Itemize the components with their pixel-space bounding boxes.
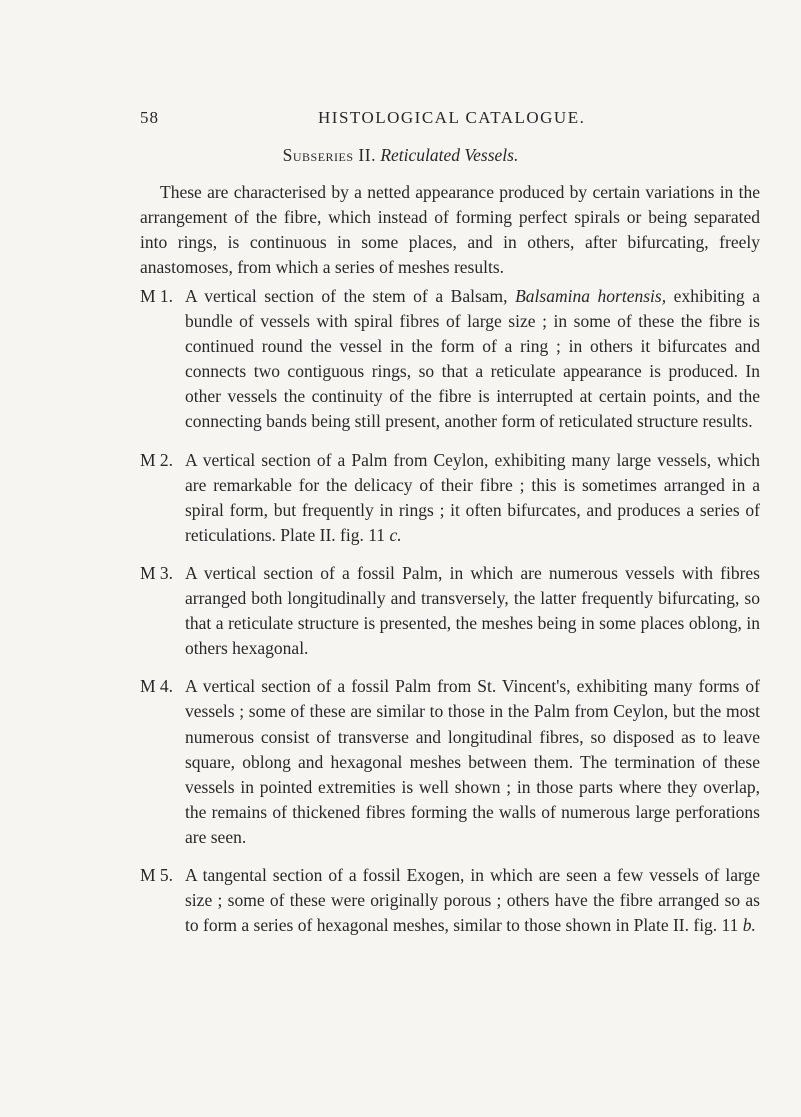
entry-description (185, 448, 760, 548)
subseries-label: Subseries II. (282, 145, 376, 165)
section-heading (0, 145, 801, 166)
running-title: HISTOLOGICAL CATALOGUE. (318, 108, 586, 127)
specimen-entry-m5 (140, 863, 760, 938)
page-header (140, 108, 760, 132)
entry-description (185, 561, 760, 661)
specimen-entry-m4 (140, 674, 760, 850)
subseries-title: Reticulated Vessels. (380, 145, 519, 165)
entry-text-part: A vertical section of a fossil Palm from St. Vincent's, exhibiting many forms of vessels ; some of these are similar to those in the Palm from Ceylon, but the most numerous consist of transverse and longitudinal fibres, so disposed as to leave square, oblong and hexagonal meshes between them. The termination of these vessels in pointed extremities is well shown ; in those parts where they overlap, the remains of thickened fibres forming the walls of numerous large perforations are seen. (185, 676, 760, 847)
page-number: 58 (140, 108, 159, 127)
entry-number: M 1. (140, 286, 174, 306)
entry-description (185, 863, 760, 938)
entry-number: M 4. (140, 676, 174, 697)
entry-text-part: A vertical section of the stem of a Balsam, (185, 286, 516, 306)
entry-text-part: A tangental section of a fossil Exogen, in which are seen a few vessels of large size ; some of these were originally porous ; others have the fibre arranged so as to form a series of hexagonal meshes, similar to those shown in Plate II. fig. 11 (185, 864, 760, 936)
entry-number: M 2. (140, 449, 174, 470)
entry-text-part: A vertical section of a Palm from Ceylon, exhibiting many large vessels, which are remarkable for the delicacy of their fibre ; this is sometimes arranged in a spiral form, but frequently in rings ; it often bifurcates, and produces a series of reticulations. Plate II. fig. 11 (185, 449, 760, 545)
specimen-entry-m3 (140, 561, 760, 661)
specimen-list (140, 284, 760, 951)
entry-text-part: exhibiting a bundle of vessels with spiral fibres of large size ; in some of these the fibre is continued round the vessel in the form of a ring ; in others it bifurcates and connects two contiguous rings, so that a reticulate appearance is produced. In other vessels the continuity of the fibre is interrupted at certain points, and the connecting bands being still present, another form of reticulated structure results. (185, 286, 760, 432)
specimen-entry-m2 (140, 448, 760, 548)
entry-number: M 5. (140, 864, 174, 885)
entry-text-part: A vertical section of a fossil Palm, in which are numerous vessels with fibres arranged both longitudinally and transversely, the latter frequently bifurcating, so that a reticulate structure is presented, the meshes being in some places oblong, in others hexagonal. (185, 562, 760, 659)
entry-number: M 3. (140, 562, 174, 583)
entry-description (185, 284, 760, 435)
entry-species-name: Balsamina hortensis, (515, 286, 667, 306)
intro-paragraph: These are characterised by a netted appearance produced by certain variations in the arrangement of the fibre, which instead of forming perfect spirals or being separated into rings, is continuous in some places, and in others, after bifurcating, freely anastomoses, from which a series of meshes results. (140, 182, 760, 277)
entry-description (185, 674, 760, 850)
entry-figure-ref: c. (389, 524, 402, 545)
entry-figure-ref: b. (742, 915, 756, 936)
specimen-entry-m1 (140, 284, 760, 435)
